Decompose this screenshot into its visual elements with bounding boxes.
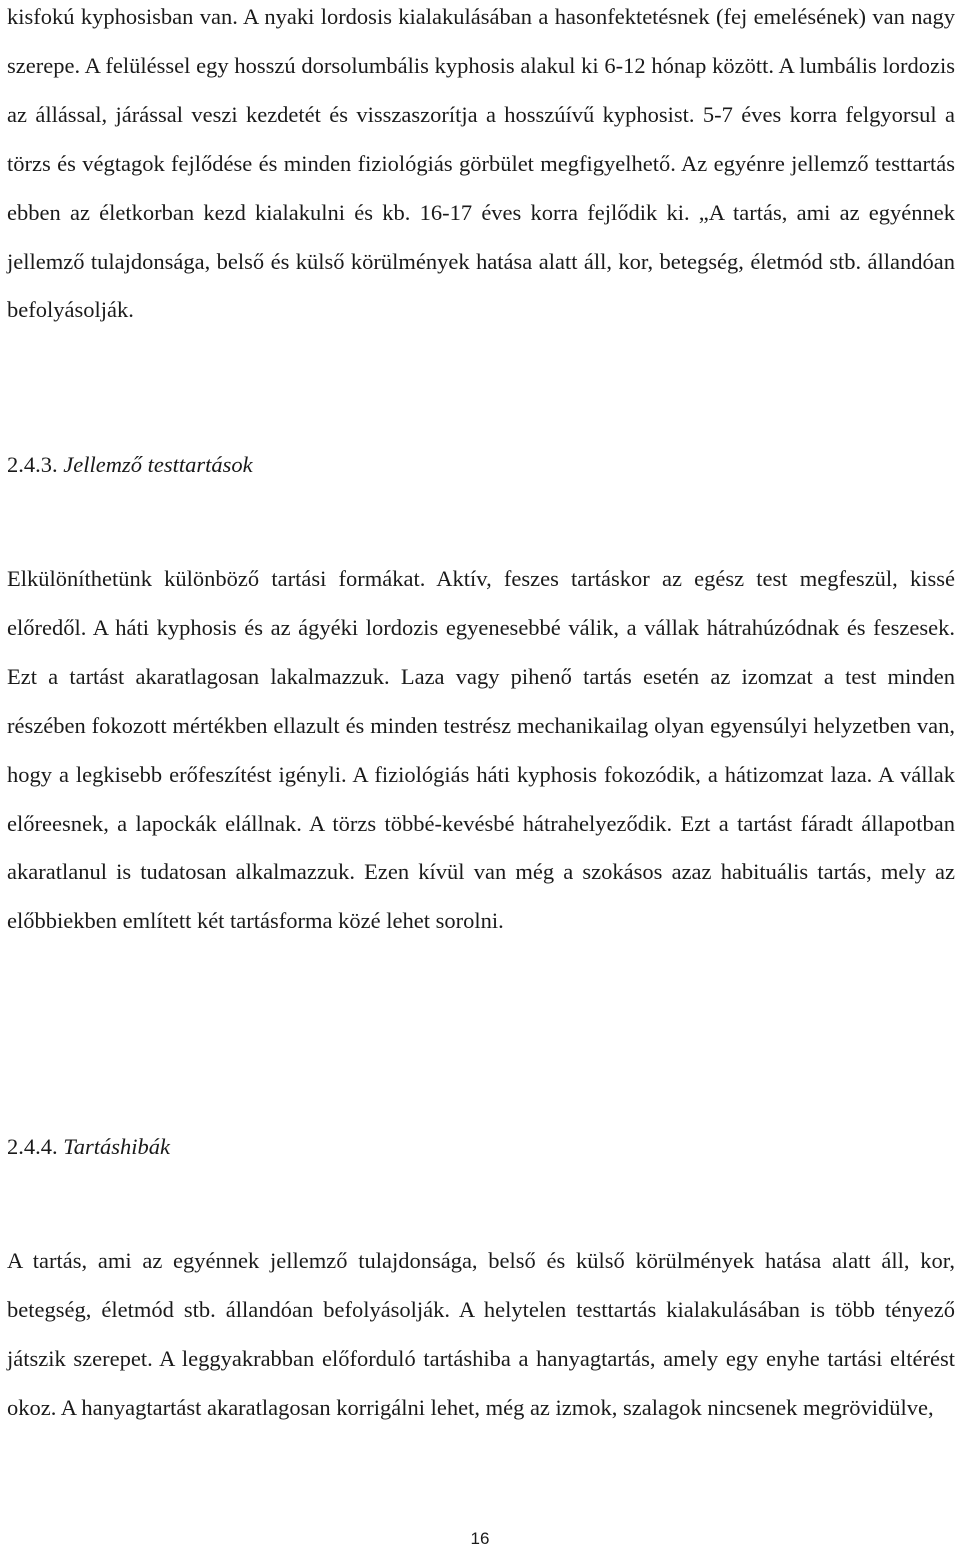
section-heading <box>7 441 253 490</box>
body-paragraph: Elkülöníthetünk különböző tartási formákat. Aktív, feszes tartáskor az egész test megfeszül, kissé előredől. A háti kyphosis és az ágyéki lordozis egyenesebbé válik, a vállak hátrahúzódnak és feszesek. Ezt a tartást akaratlagosan lakalmazzuk. Laza vagy pihenő tartás esetén az izomzat a test minden részében fokozott mértékben ellazult és minden testrész mechanikailag olyan egyensúlyi helyzetben van, hogy a legkisebb erőfeszítést igényli. A fiziológiás háti kyphosis fokozódik, a hátizomzat laza. A vállak előreesnek, a lapockák elállnak. A törzs többé-kevésbé hátrahelyeződik. Ezt a tartást fáradt állapotban akaratlanul is tudatosan alkalmazzuk. Ezen kívül van még a szokásos azaz habituális tartás, mely az előbbiekben említett két tartásforma közé lehet sorolni. <box>7 566 955 934</box>
section-number: 2.4.3. <box>7 452 58 477</box>
section-number: 2.4.4. <box>7 1134 58 1159</box>
body-paragraph: A tartás, ami az egyénnek jellemző tulajdonsága, belső és külső körülmények hatása alatt áll, kor, betegség, életmód stb. állandóan befolyásolják. A helytelen testtartás kialakulásában is több tényező játszik szerepet. A leggyakrabban előforduló tartáshiba a hanyagtartás, amely egy enyhe tartási eltérést okoz. A hanyagtartást akaratlagosan korrigálni lehet, még az izmok, szalagok nincsenek megrövidülve, <box>7 1248 955 1420</box>
page-number: 16 <box>470 1529 490 1548</box>
section-title: Tartáshibák <box>63 1134 170 1159</box>
body-paragraph: kisfokú kyphosisban van. A nyaki lordosis kialakulásában a hasonfektetésnek (fej emelésének) van nagy szerepe. A felüléssel egy hosszú dorsolumbális kyphosis alakul ki 6-12 hónap között. A lumbális lordozis az állással, járással veszi kezdetét és visszaszorítja a hosszúívű kyphosist. 5-7 éves korra felgyorsul a törzs és végtagok fejlődése és minden fiziológiás görbület megfigyelhető. Az egyénre jellemző testtartás ebben az életkorban kezd kialakulni és kb. 16-17 éves korra fejlődik ki. „A tartás, ami az egyénnek jellemző tulajdonsága, belső és külső körülmények hatása alatt áll, kor, betegség, életmód stb. állandóan befolyásolják. <box>7 4 955 323</box>
section-title: Jellemző testtartások <box>63 452 253 477</box>
section-heading <box>7 1123 170 1172</box>
